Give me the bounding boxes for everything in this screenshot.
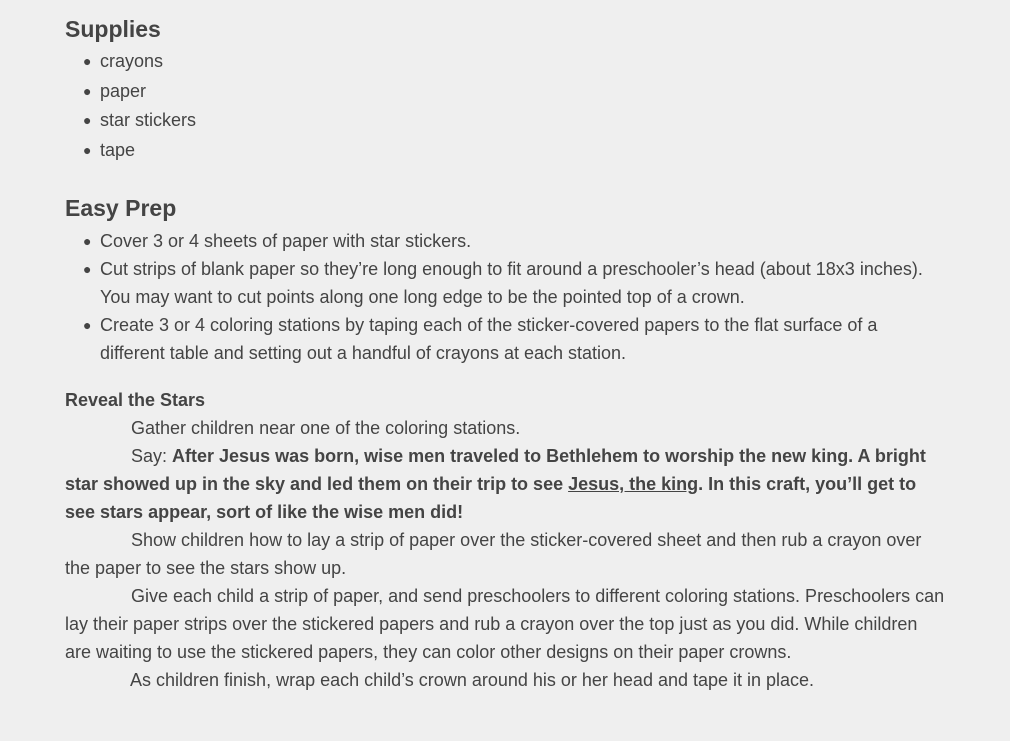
prep-step-3: Create 3 or 4 coloring stations by taping each of the sticker-covered papers to the flat surface of a different table and setting out a handful of crayons at each station. — [100, 315, 878, 363]
bullet-icon: ● — [83, 82, 92, 99]
jesus-the-king-link[interactable]: Jesus, the king — [568, 474, 699, 494]
prep-step-1: Cover 3 or 4 sheets of paper with star stickers. — [100, 231, 472, 251]
bullet-icon: ● — [83, 53, 92, 69]
article-content — [65, 0, 945, 694]
say-text: After Jesus was born, wise men traveled to Bethlehem to worship the new king. A bright star showed up in the sky and led them on their trip to see — [65, 446, 926, 494]
list-item — [83, 136, 945, 166]
say-text-end: . In this craft, you’ll get to see stars appear, sort of like the wise men did! — [65, 474, 917, 522]
bullet-icon: ● — [83, 141, 92, 158]
bullet-icon: ● — [83, 317, 92, 333]
say-prefix: Say: — [131, 446, 173, 466]
prep-step-2: Cut strips of blank paper so they’re long enough to fit around a preschooler’s head (about 18x3 inches). You may want to cut points along one long edge to be the pointed top of a crown. — [100, 259, 923, 307]
prep-list — [65, 227, 945, 367]
list-item — [83, 47, 945, 77]
list-item — [83, 311, 945, 367]
supply-item-tape: tape — [100, 139, 136, 160]
prep-heading: Easy Prep — [65, 195, 177, 221]
finish-paragraph: As children finish, wrap each child’s crown around his or her head and tape it in place. — [130, 670, 815, 690]
supplies-heading: Supplies — [65, 16, 161, 42]
supply-item-crayons: crayons — [100, 51, 164, 71]
supply-item-paper: paper — [100, 80, 147, 101]
list-item — [83, 106, 945, 136]
list-item — [83, 77, 945, 107]
supplies-list — [65, 47, 945, 165]
reveal-title: Reveal the Stars — [65, 390, 206, 410]
give-paragraph: Give each child a strip of paper, and send preschoolers to different coloring stations. Preschoolers can lay their paper strips over the stickered papers and rub a crayon over the top just as you did. While children are waiting to use the stickered papers, they can color other designs on their paper crowns. — [65, 586, 945, 662]
list-item — [83, 255, 945, 311]
gather-paragraph: Gather children near one of the coloring stations. — [131, 418, 521, 438]
list-item — [83, 227, 945, 255]
bullet-icon: ● — [83, 233, 92, 249]
bullet-icon: ● — [83, 261, 92, 277]
bullet-icon: ● — [83, 112, 92, 128]
supply-item-star-stickers: star stickers — [100, 110, 197, 130]
show-paragraph: Show children how to lay a strip of paper over the sticker-covered sheet and then rub a crayon over the paper to see the stars show up. — [65, 530, 922, 578]
say-paragraph — [65, 442, 945, 526]
